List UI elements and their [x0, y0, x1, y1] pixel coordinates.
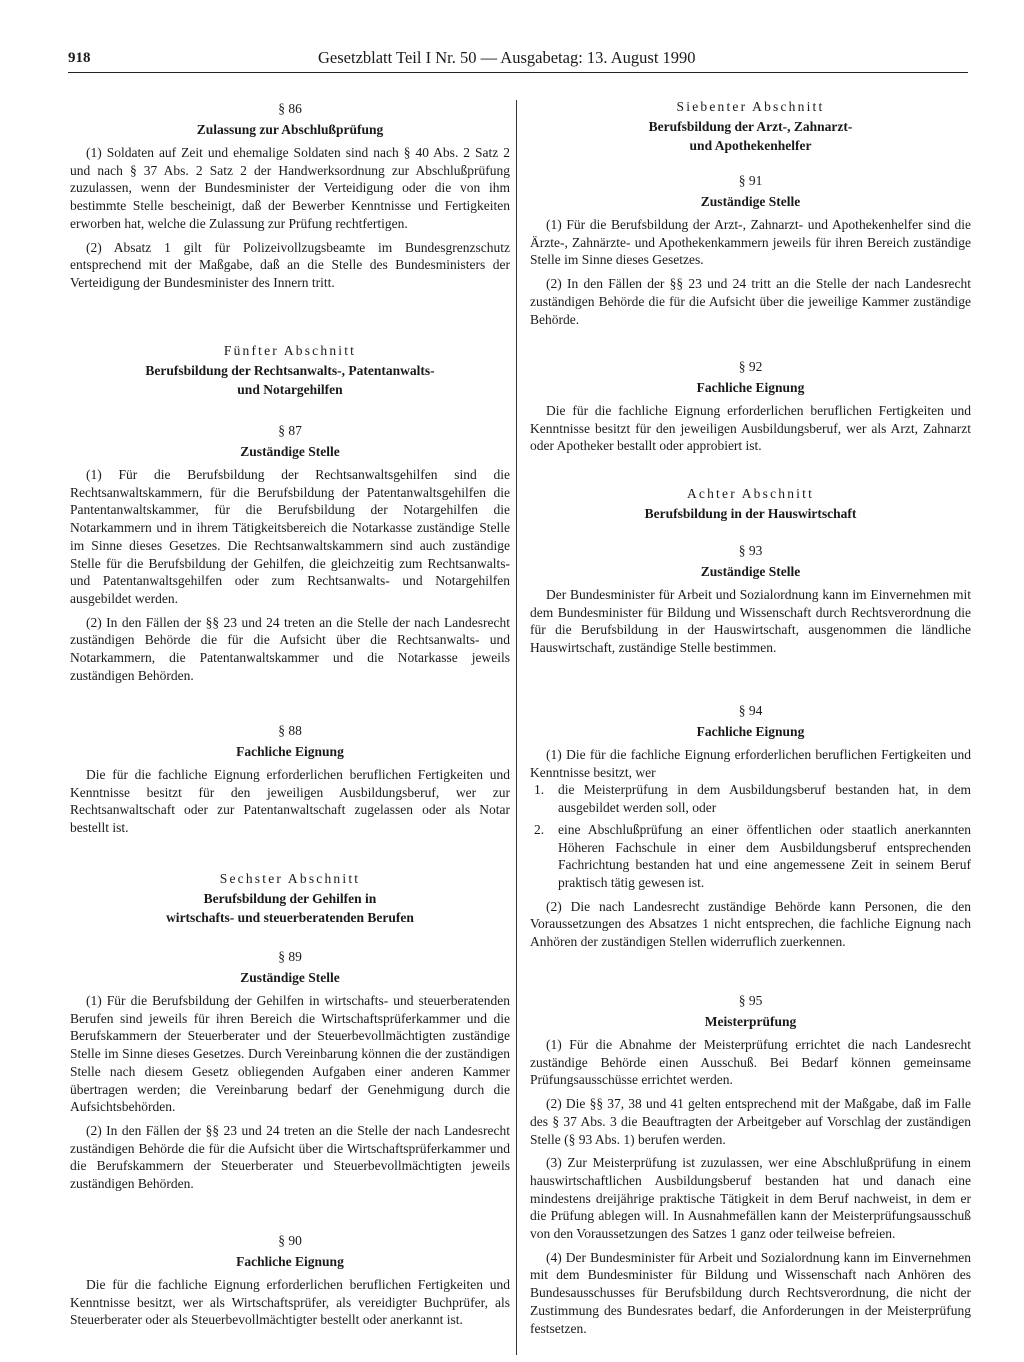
list-number: 1.: [534, 782, 545, 798]
paragraph: (1) Für die Berufsbildung der Rechtsanwaltsgehilfen sind die Rechtsanwaltskammern, für die Berufsbildung der Patentanwaltsgehilfen die Pantentanwaltskammer, für die Berufsbildung der Notargehilfen die Notarkammern und in ihrem Tätigkeitsbereich die Notarkasse zuständige Stelle im Sinne dieses Gesetzes. Die Rechtsanwaltskammern sind auch zuständige Stelle für die Berufsbildung der Gehilfen, die gleichzeitig zum Rechtsanwalts- und Patentanwaltsgehilfen oder zum Rechtsanwalts- und Notargehilfen ausgebildet werden.: [70, 467, 510, 606]
paragraph: (3) Zur Meisterprüfung ist zuzulassen, wer eine Abschlußprüfung in einem hauswirtschaftlichen Ausbildungsberuf bestanden hat und danach eine mindestens dreijährige praktische Tätigkeit in dem Beruf nachweist, in dem er die Prüfung ablegen will. In Ausnahmefällen kann der Meisterprüfungsausschuß von den Voraussetzungen des Satzes 1 ganz oder teilweise befreien.: [530, 1155, 971, 1242]
chapter-label: Achter Abschnitt: [686, 486, 815, 501]
chapter-5-heading: [70, 342, 510, 399]
section-94: [530, 702, 971, 951]
list-text: eine Abschlußprüfung an einer öffentlichen oder staatlich anerkannten Höheren Fachschule in einer dem Ausbildungsberuf entsprechenden Fachrichtung bestanden hat und eine angemessene Zeit in seinem Beruf praktisch tätig gewesen ist.: [558, 821, 971, 890]
list-number: 2.: [534, 821, 545, 837]
paragraph: (2) In den Fällen der §§ 23 und 24 tritt an die Stelle der nach Landesrecht zuständigen Behörde die für die Aufsicht über die jeweilige Kammer zuständige Behörde.: [530, 276, 971, 327]
section-sign: § 90: [278, 1233, 302, 1248]
section-91: [530, 172, 971, 328]
section-title: Zuständige Stelle: [240, 970, 340, 985]
page-number: 918: [68, 50, 91, 66]
section-sign: § 95: [738, 993, 763, 1008]
paragraph: Die für die fachliche Eignung erforderlichen beruflichen Fertigkeiten und Kenntnisse besitzt für den jeweiligen Ausbildungsberuf, wer zur Rechtsanwaltschaft oder zur Patentanwaltschaft zugelassen oder als Notar bestellt ist.: [70, 767, 510, 836]
paragraph: Der Bundesminister für Arbeit und Sozialordnung kann im Einvernehmen mit dem Bundesminister für Bildung und Wissenschaft durch Rechtsverordnung die für die Berufsbildung in der Hauswirtschaft, ausgenommen die ländliche Hauswirtschaft, zuständige Stelle bestimmen.: [530, 587, 971, 656]
chapter-title: und Notargehilfen: [237, 382, 343, 397]
chapter-label: Sechster Abschnitt: [219, 871, 361, 886]
section-sign: § 94: [738, 703, 763, 718]
list-text: die Meisterprüfung in dem Ausbildungsberuf bestanden hat, in dem ausgebildet werden soll, oder: [558, 782, 971, 816]
section-title: Fachliche Eignung: [236, 1254, 344, 1269]
section-title: Zuständige Stelle: [700, 564, 801, 579]
chapter-title: wirtschafts- und steuerberatenden Berufen: [166, 910, 414, 925]
paragraph: (2) In den Fällen der §§ 23 und 24 treten an die Stelle der nach Landesrecht zuständigen Behörde die für die Aufsicht über die Wirtschaftsprüferkammer und die Berufskammern der Steuerberater und Steuerbevollmächtigten jeweils zuständigen Behörden.: [70, 1122, 510, 1192]
chapter-label: Fünfter Abschnitt: [223, 343, 357, 358]
gazette-title: Gesetzblatt Teil I Nr. 50 — Ausgabetag: 13. August 1990: [318, 48, 696, 67]
chapter-title: Berufsbildung in der Hauswirtschaft: [644, 506, 857, 521]
header-rule: [68, 72, 968, 73]
section-sign: § 89: [278, 949, 302, 964]
paragraph: (4) Der Bundesminister für Arbeit und Sozialordnung kann im Einvernehmen mit dem Bundesminister für Bildung und Wissenschaft nach Anhören des Bundesausschusses für Berufsbildung durch Rechtsverordnung, die nicht der Zustimmung des Bundesrates bedarf, die Anforderungen in der Meisterprüfung festsetzen.: [530, 1249, 971, 1336]
section-89: [70, 948, 510, 1193]
chapter-title: und Apothekenhelfer: [689, 138, 812, 153]
paragraph: (1) Soldaten auf Zeit und ehemalige Soldaten sind nach § 40 Abs. 2 Satz 2 und nach § 37 Abs. 2 Satz 2 der Handwerksordnung zur Abschlußprüfung zuzulassen, wenn der Bundesminister der Verteidigung oder die von ihm bestimmte Stelle bescheinigt, daß der Bewerber Kenntnisse und Fertigkeiten erworben hat, welche die Zulassung zur Prüfung rechtfertigen.: [70, 145, 510, 231]
list-item: [530, 821, 971, 892]
paragraph: (1) Für die Berufsbildung der Gehilfen in wirtschafts- und steuerberatenden Berufen sind jeweils für ihren Bereich die Wirtschaftsprüferkammer und die Berufskammern der Steuerberater und der Steuerbevollmächtigten zuständige Stelle im Sinne dieses Gesetzes. Durch Vereinbarung können die der zuständigen Stelle nach diesem Gesetz obliegenden Aufgaben einer anderen Kammer übertragen werden; die Vereinbarung bedarf der Genehmigung durch die Aufsichtsbehörden.: [70, 993, 510, 1115]
paragraph: Die für die fachliche Eignung erforderlichen beruflichen Fertigkeiten und Kenntnisse besitzt für den jeweiligen Ausbildungsberuf, wer als Arzt, Zahnarzt oder Apotheker bestallt oder approbiert ist.: [530, 403, 971, 454]
chapter-title: Berufsbildung der Rechtsanwalts-, Patentanwalts-: [145, 363, 435, 378]
section-title: Fachliche Eignung: [236, 744, 344, 759]
section-title: Zulassung zur Abschlußprüfung: [196, 122, 384, 137]
section-88: [70, 722, 510, 837]
chapter-8-heading: [530, 485, 971, 523]
section-92: [530, 358, 971, 455]
list-item: [530, 781, 971, 816]
paragraph: (1) Die für die fachliche Eignung erforderlichen beruflichen Fertigkeiten und Kenntnisse besitzt, wer: [530, 747, 971, 780]
section-93: [530, 542, 971, 657]
chapter-title: Berufsbildung der Arzt-, Zahnarzt-: [648, 119, 853, 134]
section-sign: § 87: [278, 423, 302, 438]
paragraph: (2) Die §§ 37, 38 und 41 gelten entsprechend mit der Maßgabe, daß im Falle des § 37 Abs. 3 die Beauftragten der Arbeitgeber auf Vorschlag der zuständigen Stelle (§ 93 Abs. 1) berufen werden.: [530, 1096, 971, 1147]
right-column: [530, 92, 971, 1357]
section-sign: § 86: [278, 101, 302, 116]
section-title: Zuständige Stelle: [700, 194, 801, 209]
chapter-6-heading: [70, 870, 510, 927]
paragraph: (2) Absatz 1 gilt für Polizeivollzugsbeamte im Bundesgrenzschutz entsprechend mit der Maßgabe, daß an die Stelle des Bundesministers der Verteidigung der Bundesminister des Innern tritt.: [70, 239, 510, 290]
section-87: [70, 422, 510, 684]
section-sign: § 92: [738, 359, 763, 374]
section-86: [70, 100, 510, 292]
column-divider: [516, 100, 517, 1355]
section-title: Meisterprüfung: [704, 1014, 797, 1029]
paragraph: (2) Die nach Landesrecht zuständige Behörde kann Personen, die den Voraussetzungen des Absatzes 1 nicht entsprechen, die fachliche Eignung nach Anhören der zuständigen Stellen widerruflich zuerkennen.: [530, 898, 971, 950]
section-title: Fachliche Eignung: [696, 380, 805, 395]
paragraph: (1) Für die Abnahme der Meisterprüfung errichtet die nach Landesrecht zuständige Behörde einen Ausschuß. Bei Bedarf können gemeinsame Prüfungsausschüsse errichtet werden.: [530, 1037, 971, 1088]
paragraph: (1) Für die Berufsbildung der Arzt-, Zahnarzt- und Apothekenhelfer sind die Ärzte-, Zahnärzte- und Apothekenkammern jeweils für ihren Bereich zuständige Stelle im Sinne dieses Gesetzes.: [530, 217, 971, 268]
chapter-title: Berufsbildung der Gehilfen in: [203, 891, 377, 906]
section-95: [530, 992, 971, 1337]
paragraph: Die für die fachliche Eignung erforderlichen beruflichen Fertigkeiten und Kenntnisse besitzt, wer als Wirtschaftsprüfer, als vereidigter Buchprüfer, als Steuerberater oder als Steuerbevollmächtigter bestellt oder anerkannt ist.: [70, 1277, 510, 1328]
section-sign: § 88: [278, 723, 302, 738]
section-sign: § 91: [738, 173, 763, 188]
section-title: Zuständige Stelle: [240, 444, 340, 459]
chapter-label: Siebenter Abschnitt: [676, 99, 825, 114]
page-header: [68, 46, 968, 72]
chapter-7-heading: [530, 98, 971, 155]
section-sign: § 93: [738, 543, 763, 558]
section-title: Fachliche Eignung: [696, 724, 805, 739]
paragraph: (2) In den Fällen der §§ 23 und 24 treten an die Stelle der nach Landesrecht zuständigen Behörde die für die Aufsicht über die Rechtsanwalts- und Notarkammern, die Patentanwaltskammer und die Notarkasse jeweils zuständigen Behörden.: [70, 614, 510, 683]
section-90: [70, 1232, 510, 1329]
